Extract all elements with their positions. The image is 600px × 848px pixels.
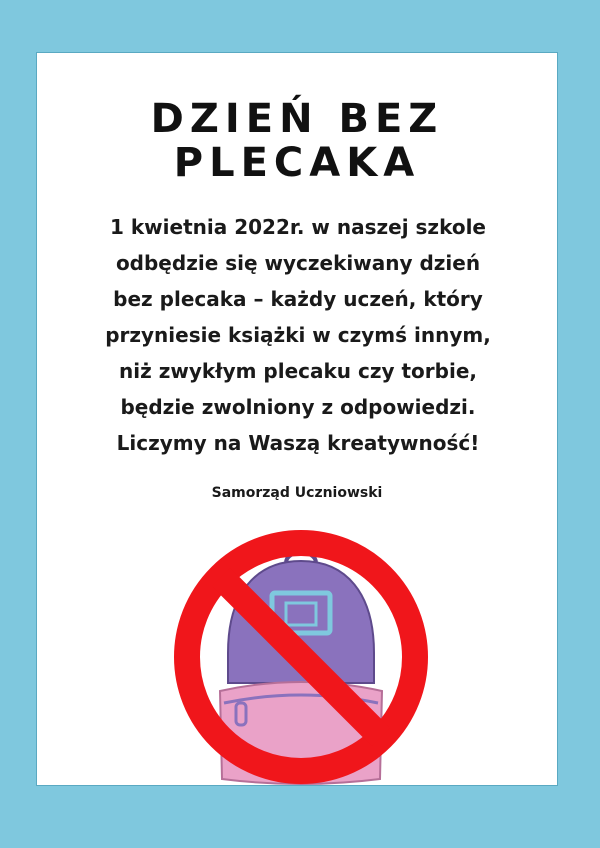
announcement-line: bez plecaka – każdy uczeń, który	[113, 287, 483, 311]
title-line-1: DZIEŃ BEZ	[150, 96, 444, 142]
announcement-line: będzie zwolniony z odpowiedzi.	[120, 395, 476, 419]
announcement-text	[57, 209, 539, 461]
title-line-2: PLECAKA	[173, 140, 421, 186]
announcement-line: niż zwykłym plecaku czy torbie,	[119, 359, 477, 383]
poster-title	[37, 97, 557, 185]
announcement-line: 1 kwietnia 2022r. w naszej szkole	[110, 215, 486, 239]
no-backpack-icon	[166, 523, 436, 785]
announcement-line: Liczymy na Waszą kreatywność!	[116, 431, 480, 455]
announcement-line: odbędzie się wyczekiwany dzień	[115, 251, 481, 275]
signature: Samorząd Uczniowski	[211, 485, 383, 501]
announcement-line: przyniesie książki w czymś innym,	[105, 323, 491, 347]
poster-card	[36, 52, 558, 786]
